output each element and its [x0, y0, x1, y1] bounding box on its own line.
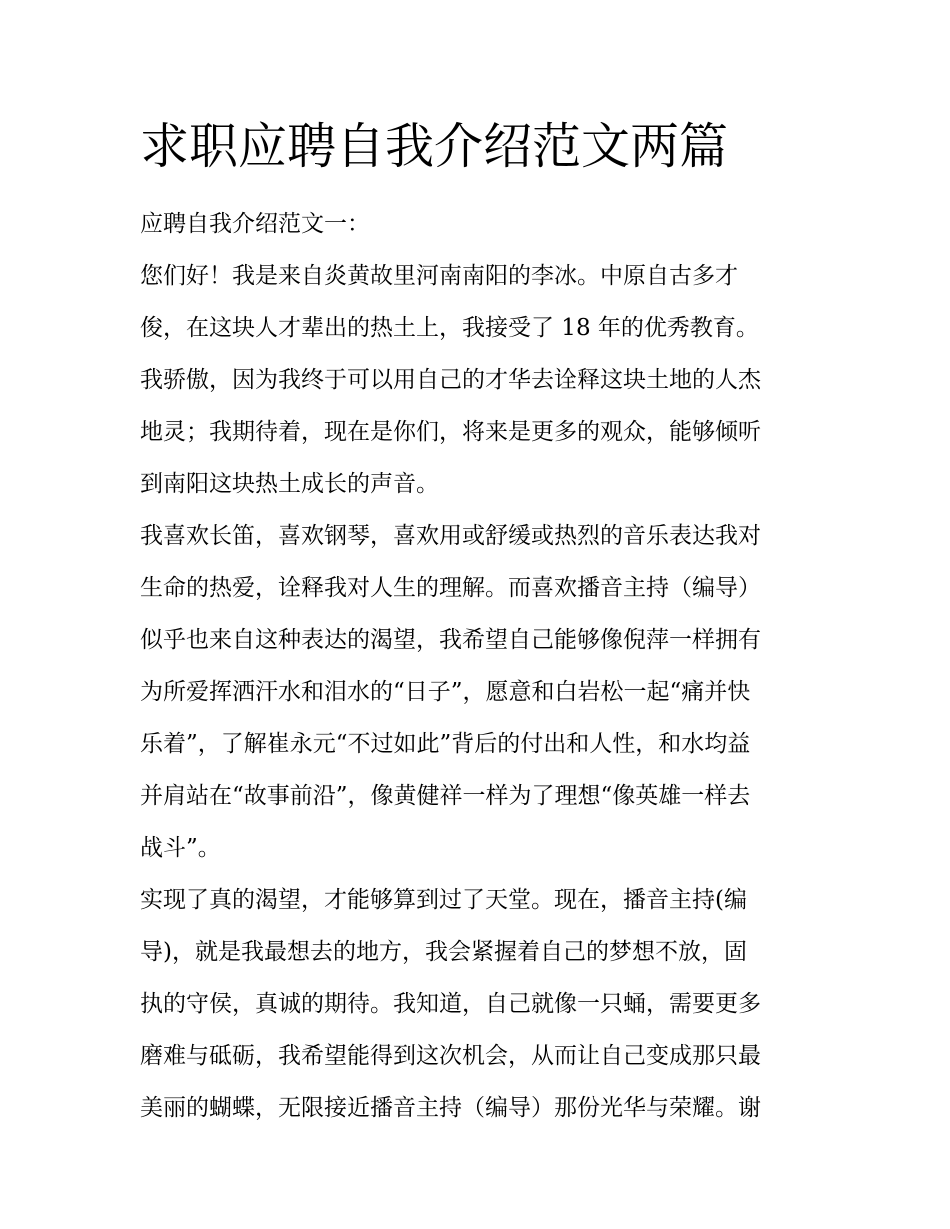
document-body — [140, 198, 820, 1134]
text-line: 战斗”。 — [140, 835, 221, 861]
text-line: 实现了真的渴望，才能够算到过了天堂。现在，播音主持(编 — [140, 887, 747, 913]
text-line: 磨难与砥砺，我希望能得到这次机会，从而让自己变成那只最 — [140, 1043, 761, 1069]
text-line: 美丽的蝴蝶，无限接近播音主持（编导）那份光华与荣耀。谢 — [140, 1095, 761, 1121]
text-line: 生命的热爱，诠释我对人生的理解。而喜欢播音主持（编导） — [140, 575, 761, 601]
text-line: 地灵；我期待着，现在是你们，将来是更多的观众，能够倾听 — [140, 419, 761, 445]
text-line: 我喜欢长笛，喜欢钢琴，喜欢用或舒缓或热烈的音乐表达我对 — [140, 523, 761, 549]
text-line: 导)，就是我最想去的地方，我会紧握着自己的梦想不放，固 — [140, 939, 747, 965]
text-line: 似乎也来自这种表达的渴望，我希望自己能够像倪萍一样拥有 — [140, 627, 761, 653]
text-line: 到南阳这块热土成长的声音。 — [140, 471, 439, 497]
text-line: 执的守侯，真诚的期待。我知道，自己就像一只蛹，需要更多 — [140, 991, 761, 1017]
document-title: 求职应聘自我介绍范文两篇 — [140, 118, 729, 175]
text-line: 为所爱挥洒汗水和泪水的“日子”，愿意和白岩松一起“痛并快 — [140, 679, 751, 705]
text-line: 我骄傲，因为我终于可以用自己的才华去诠释这块土地的人杰 — [140, 367, 761, 393]
text-line: 您们好！我是来自炎黄故里河南南阳的李冰。中原自古多才 — [140, 263, 738, 289]
text-line: 并肩站在“故事前沿”，像黄健祥一样为了理想“像英雄一样去 — [140, 783, 751, 809]
text-line: 乐着”，了解崔永元“不过如此”背后的付出和人性，和水均益 — [140, 731, 751, 757]
text-line: 应聘自我介绍范文一： — [140, 211, 370, 237]
text-line: 俊，在这块人才辈出的热土上，我接受了 18 年的优秀教育。 — [140, 315, 759, 341]
